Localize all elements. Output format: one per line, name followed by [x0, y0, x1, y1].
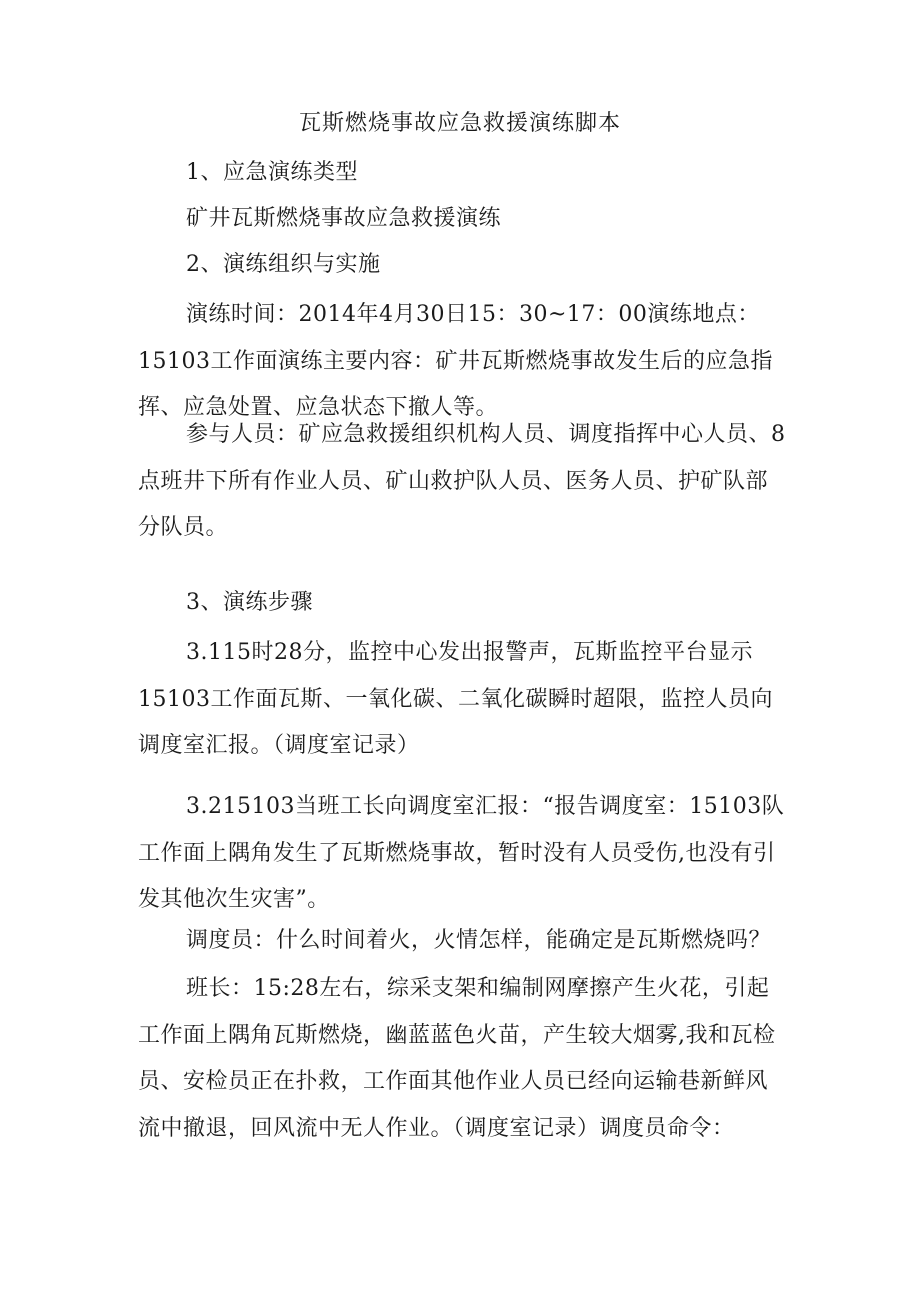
document-title: 瓦斯燃烧事故应急救援演练脚本 — [298, 111, 621, 136]
section-heading-3: 3、演练步骤 — [186, 590, 313, 615]
paragraph-participants: 参与人员：矿应急救援组织机构人员、调度指挥中心人员、8点班井下所有作业人员、矿山救护队人员、医务人员、护矿队部分队员。 — [138, 422, 786, 540]
paragraph-dispatcher-question: 调度员：什么时间着火，火情怎样，能确定是瓦斯燃烧吗？ — [186, 928, 772, 953]
paragraph-drill-time: 演练时间：2014年4月30日15：30~17：00演练地点：15103工作面演练主要内容：矿井瓦斯燃烧事故发生后的应急指挥、应急处置、应急状态下撤人等。 — [138, 302, 773, 420]
paragraph-step-3-1: 3.115时28分，监控中心发出报警声，瓦斯监控平台显示15103工作面瓦斯、一氧化碳、二氧化碳瞬时超限，监控人员向调度室汇报。（调度室记录） — [138, 640, 773, 758]
section-heading-2: 2、演练组织与实施 — [186, 252, 381, 277]
section-heading-1: 1、应急演练类型 — [186, 160, 358, 185]
paragraph-drill-type: 矿井瓦斯燃烧事故应急救援演练 — [186, 206, 502, 231]
paragraph-step-3-2: 3.215103当班工长向调度室汇报：“报告调度室：15103队工作面上隅角发生了瓦斯燃烧事故，暂时没有人员受伤,也没有引发其他次生灾害”。 — [138, 794, 785, 912]
paragraph-team-leader-reply: 班长：15:28左右，综采支架和编制网摩擦产生火花，引起工作面上隅角瓦斯燃烧，幽蓝蓝色火苗，产生较大烟雾,我和瓦检员、安检员正在扑救，工作面其他作业人员已经向运输巷新鲜风流中撤退，回风流中无人作业。（调度室记录）调度员命令： — [138, 976, 776, 1141]
